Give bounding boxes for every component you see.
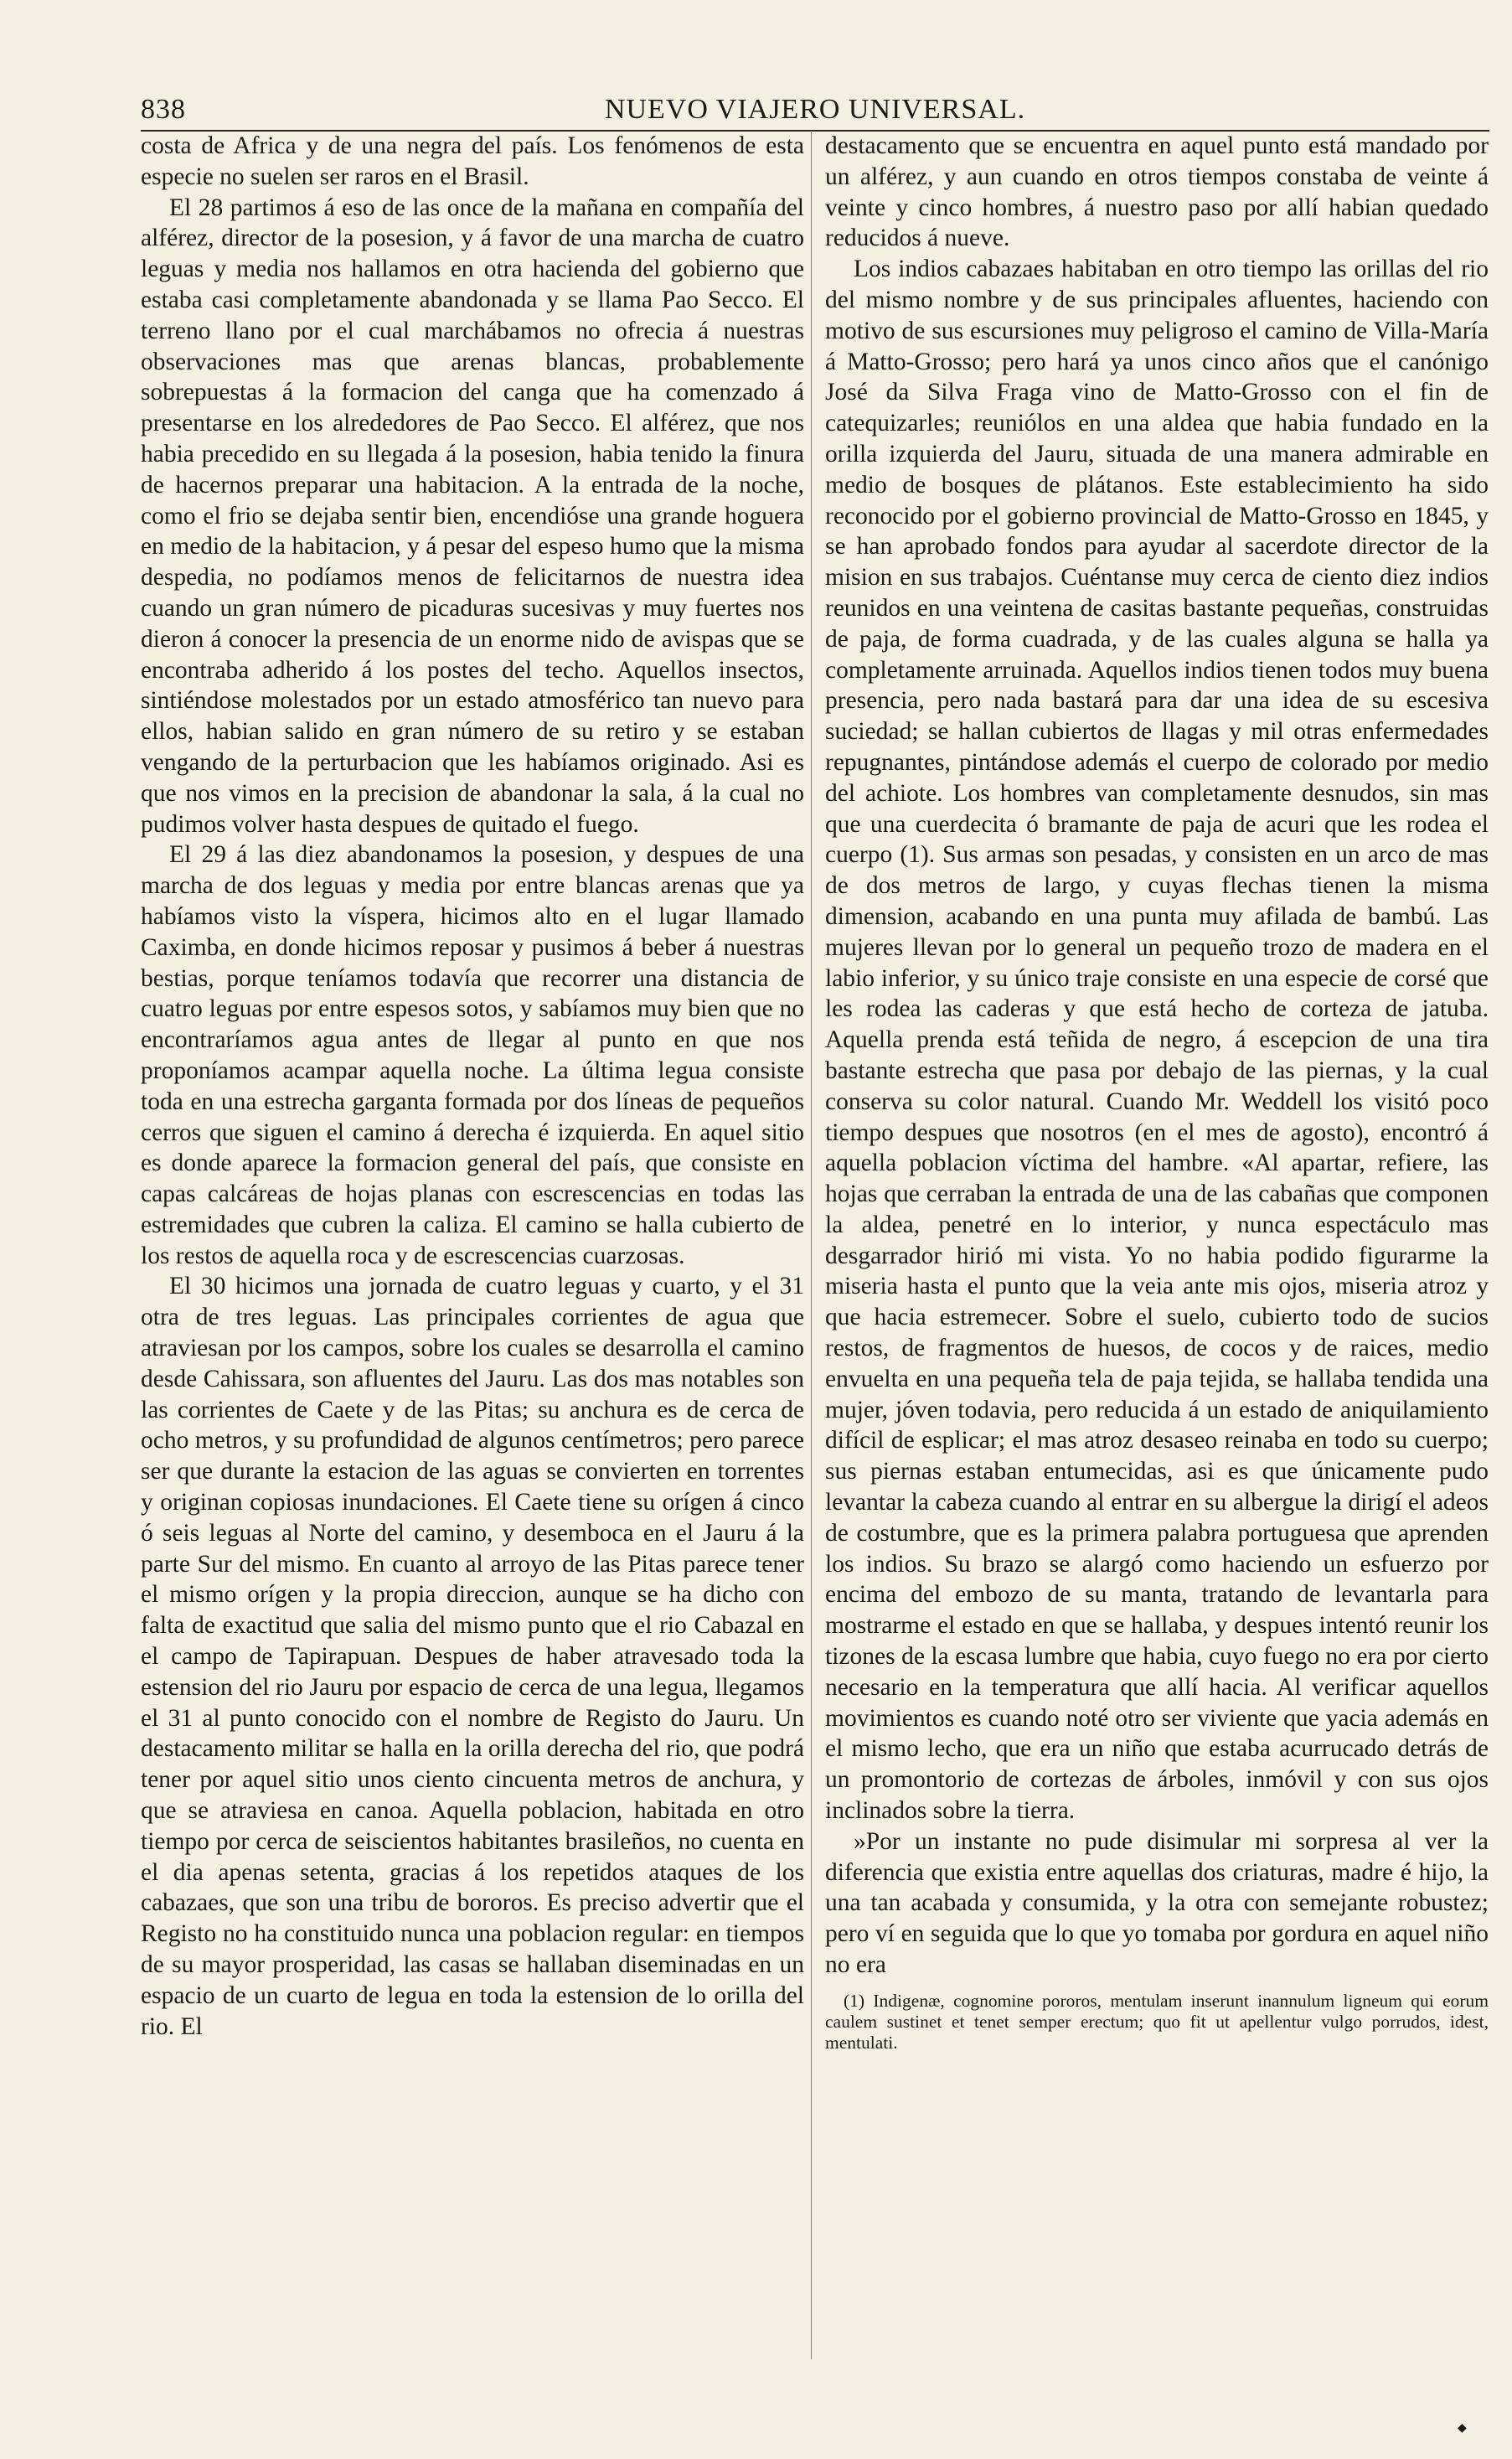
left-paragraph-2: El 28 partimos á eso de las once de la mañana en compañía del alférez, director de la posesion, y á favor de una marcha de cuatro leguas y media nos hallamos en otra hacienda del gobierno que estaba casi completamente abandonada y se llama Pao Secco. El terreno llano por el cual marchábamos no ofrecia á nuestras observaciones mas que arenas blancas, probablemente sobrepuestas á la formacion del canga que ha comenzado á presentarse en los alrededores de Pao Secco. El alférez, que nos habia precedido en su llegada á la posesion, habia tenido la finura de hacernos preparar una habitacion. A la entrada de la noche, como el frio se dejaba sentir bien, encendióse una grande hoguera en medio de la habitacion, y á pesar del espeso humo que la misma despedia, no podíamos menos de felicitarnos de nuestra idea cuando un gran número de picaduras sucesivas y muy fuertes nos dieron á conocer la presencia de un enorme nido de avispas que se encontraba adherido á los postes del techo. Aquellos insectos, sintiéndose molestados por un estado atmosférico tan nuevo para ellos, habian salido en gran número de su retiro y se estaban vengando de la perturbacion que les habíamos originado. Asi es que nos vimos en la precision de abandonar la sala, á la cual no pudimos volver hasta despues de quitado el fuego. xyxy=(141,194,804,838)
left-paragraph-1: costa de Africa y de una negra del país. Los fenómenos de esta especie no suelen ser raros en el Brasil. xyxy=(141,132,804,190)
left-paragraph-3: El 29 á las diez abandonamos la posesion, y despues de una marcha de dos leguas y media por entre blancas arenas que ya habíamos visto la víspera, hicimos alto en el lugar llamado Caximba, en donde hicimos reposar y pusimos á beber á nuestras bestias, porque teníamos todavía que recorrer una distancia de cuatro leguas por entre espesos sotos, y sabíamos muy bien que no encontraríamos agua antes de llegar al punto en que nos proponíamos acampar aquella noche. La última legua consiste toda en una estrecha garganta formada por dos líneas de pequeños cerros que siguen el camino á derecha é izquierda. En aquel sitio es donde aparece la formacion general del país, que consiste en capas calcáreas de hojas planas con escrescencias en todas las estremidades que cubren la caliza. El camino se halla cubierto de los restos de aquella roca y de escrescencias cuarzosas. xyxy=(141,841,804,1269)
footnote: (1) Indigenæ, cognomine pororos, mentulam inserunt inannulum ligneum qui eorum caulem sustinet et tenet semper erectum; quo fit ut apellentur vulgo porrudos, idest, mentulati. xyxy=(825,1990,1489,2053)
page-number: 838 xyxy=(141,94,186,125)
column-divider xyxy=(811,131,812,2359)
right-column xyxy=(825,131,1489,2053)
right-paragraph-2: Los indios cabazaes habitaban en otro tiempo las orillas del rio del mismo nombre y de sus principales afluentes, haciendo con motivo de sus escursiones muy peligroso el camino de Villa-María á Matto-Grosso; pero hará ya unos cinco años que el canónigo José da Silva Fraga vino de Matto-Grosso con el fin de catequizarles; reuniólos en una aldea que habia fundado en la orilla izquierda del Jauru, situada de una manera admirable en medio de bosques de plátanos. Este establecimiento ha sido reconocido por el gobierno provincial de Matto-Grosso en 1845, y se han aprobado fondos para ayudar al sacerdote director de la mision en sus trabajos. Cuéntanse muy cerca de ciento diez indios reunidos en una veintena de casitas bastante pequeñas, construidas de paja, de forma cuadrada, y de las cuales alguna se halla ya completamente arruinada. Aquellos indios tienen todos muy buena presencia, pero nada bastará para dar una idea de su escesiva suciedad; se hallan cubiertos de llagas y mil otras enfermedades repugnantes, pintándose además el cuerpo de colorado por medio del achiote. Los hombres van completamente desnudos, sin mas que una cuerdecita ó bramante de paja de acuri que les rodea el cuerpo (1). Sus armas son pesadas, y consisten en un arco de mas de dos metros de largo, y cuyas flechas tienen la misma dimension, acabando en una punta muy afilada de bambú. Las mujeres llevan por lo general un pequeño trozo de madera en el labio inferior, y su único traje consiste en una especie de corsé que les rodea las caderas y que está hecho de corteza de jatuba. Aquella prenda está teñida de negro, á escepcion de una tira bastante estrecha que pasa por debajo de las piernas, y la cual conserva su color natural. Cuando Mr. Weddell los visitó poco tiempo despues que nosotros (en el mes de agosto), encontró á aquella poblacion víctima del hambre. «Al apartar, refiere, las hojas que cerraban la entrada de una de las cabañas que componen la aldea, penetré en lo interior, y nunca espectáculo mas desgarrador hirió mi vista. Yo no habia podido figurarme la miseria hasta el punto que la veia ante mis ojos, miseria atroz y que hacia estremecer. Sobre el suelo, cubierto todo de sucios restos, de fragmentos de huesos, de cocos y de raices, medio envuelta en una pequeña tela de paja tejida, se hallaba tendida una mujer, jóven todavia, pero reducida á un estado de aniquilamiento difícil de esplicar; el mas atroz desaseo reinaba en todo su cuerpo; sus piernas estaban entumecidas, asi es que únicamente pudo levantar la cabeza cuando al entrar en su albergue la dirigí el adeos de costumbre, que es la primera palabra portuguesa que aprenden los indios. Su brazo se alargó como haciendo un esfuerzo por encima del embozo de su manta, tratando de levantarla para mostrarme el estado en que se hallaba, y despues intentó reunir los tizones de la escasa lumbre que habia, cuyo fuego no era por cierto necesario en la temperatura que allí hacia. Al verificar aquellos movimientos es cuando noté otro ser viviente que yacia además en el mismo lecho, que era un niño que estaba acurrucado detrás de un promontorio de cortezas de árboles, inmóvil y con sus ojos inclinados sobre la tierra. xyxy=(825,256,1489,1825)
left-paragraph-4: El 30 hicimos una jornada de cuatro leguas y cuarto, y el 31 otra de tres leguas. Las principales corrientes de agua que atraviesan por los campos, sobre los cuales se desarrolla el camino desde Cahissara, son afluentes del Jauru. Las dos mas notables son las corrientes de Caete y de las Pitas; su anchura es de cerca de ocho metros, y su profundidad de algunos centímetros; pero parece ser que durante la estacion de las aguas se convierten en torrentes y originan copiosas inundaciones. El Caete tiene su orígen á cinco ó seis leguas al Norte del camino, y desemboca en el Jauru á la parte Sur del mismo. En cuanto al arroyo de las Pitas parece tener el mismo orígen y la propia direccion, aunque se ha dicho con falta de exactitud que salia del mismo punto que el rio Cabazal en el campo de Tapirapuan. Despues de haber atravesado toda la estension del rio Jauru por espacio de cerca de una legua, llegamos el 31 al punto conocido con el nombre de Registo do Jauru. Un destacamento militar se halla en la orilla derecha del rio, que podrá tener por aquel sitio unos ciento cincuenta metros de anchura, y que se atraviesa en canoa. Aquella poblacion, habitada en otro tiempo por cerca de seiscientos habitantes brasileños, no cuenta en el dia apenas setenta, gracias á los repetidos ataques de los cabazaes, que son una tribu de bororos. Es preciso advertir que el Registo no ha constituido nunca una poblacion regular: en tiempos de su mayor prosperidad, las casas se hallaban diseminadas en un espacio de un cuarto de legua en toda la estension de lo orilla del rio. El xyxy=(141,1273,804,2040)
right-paragraph-3: »Por un instante no pude disimular mi sorpresa al ver la diferencia que existia entre aquellas dos criaturas, madre é hijo, la una tan acabada y consumida, y la otra con semejante robustez; pero ví en seguida que lo que yo tomaba por gordura en aquel niño no era xyxy=(825,1827,1489,1979)
right-paragraph-1: destacamento que se encuentra en aquel punto está mandado por un alférez, y aun cuando en otros tiempos constaba de veinte á veinte y cinco hombres, á nuestro paso por allí habian quedado reducidos á nueve. xyxy=(825,132,1489,252)
running-title: NUEVO VIAJERO UNIVERSAL. xyxy=(604,94,1026,125)
running-header xyxy=(141,94,1489,127)
printer-mark: ◆ xyxy=(1458,2422,1467,2435)
left-column xyxy=(141,131,804,2042)
